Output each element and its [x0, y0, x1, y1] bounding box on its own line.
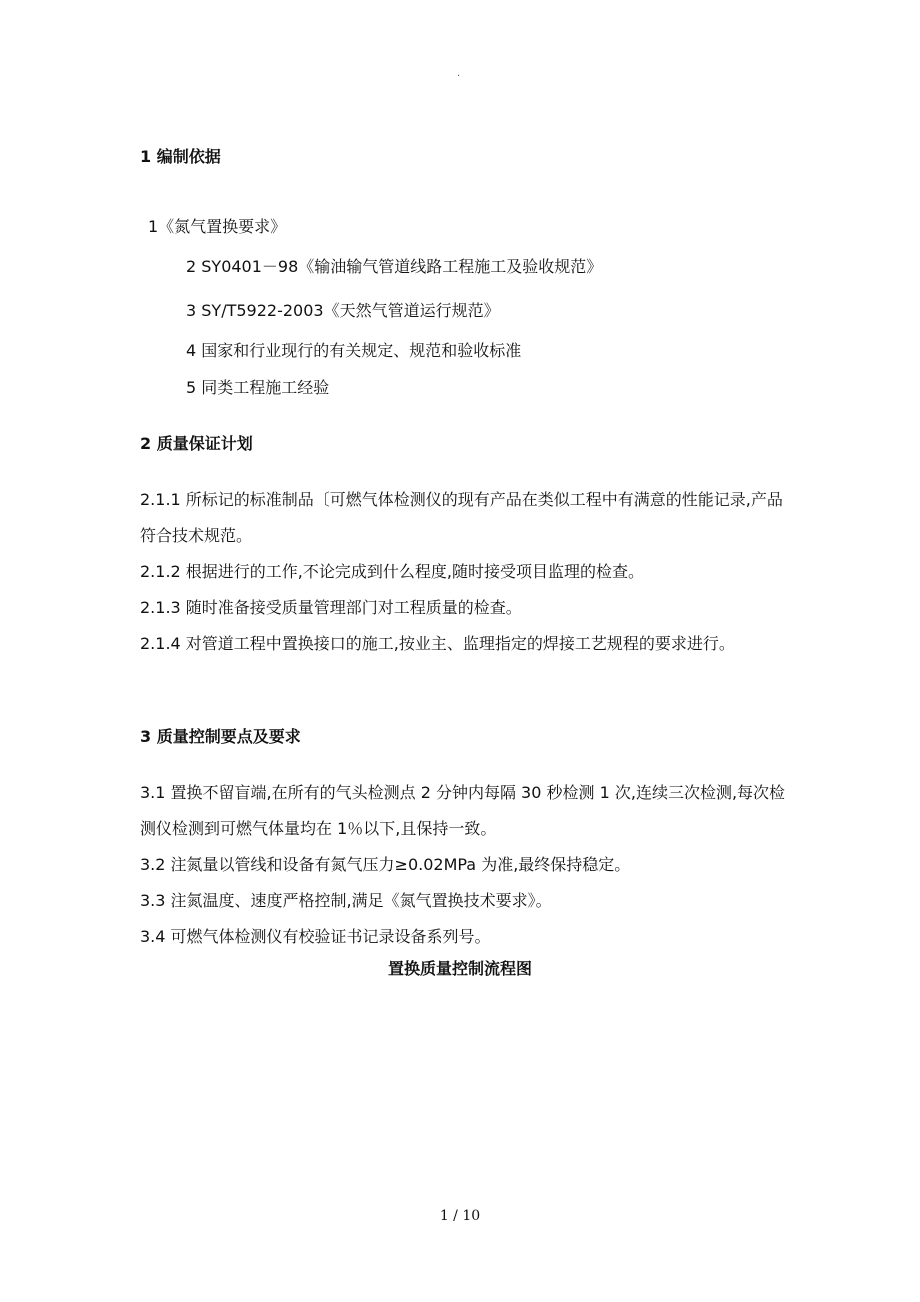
section-heading-3: 3 质量控制要点及要求: [140, 727, 301, 746]
figure-caption: 置换质量控制流程图: [387, 959, 532, 978]
paragraph: 2.1.1 所标记的标准制品〔可燃气体检测仪的现有产品在类似工程中有满意的性能记录,产品符合技术规范。: [140, 490, 783, 545]
paragraph: 3.2 注氮量以管线和设备有氮气压力≥0.02MPa 为准,最终保持稳定。: [140, 855, 631, 874]
header-mark: .: [457, 68, 461, 79]
reference-item: 2 SY0401－98《输油输气管道线路工程施工及验收规范》: [186, 257, 603, 276]
section-heading-1: 1 编制依据: [140, 147, 221, 166]
paragraph: 2.1.2 根据进行的工作,不论完成到什么程度,随时接受项目监理的检查。: [140, 562, 644, 581]
paragraph: 3.3 注氮温度、速度严格控制,满足《氮气置换技术要求》。: [140, 891, 552, 910]
page-number: 1 / 10: [439, 1208, 481, 1224]
paragraph: 3.4 可燃气体检测仪有校验证书记录设备系列号。: [140, 927, 491, 946]
paragraph: 2.1.4 对管道工程中置换接口的施工,按业主、监理指定的焊接工艺规程的要求进行。: [140, 634, 735, 653]
reference-item: 3 SY/T5922-2003《天然气管道运行规范》: [186, 301, 500, 320]
reference-item: 1《氮气置换要求》: [148, 217, 287, 236]
section-heading-2: 2 质量保证计划: [140, 434, 253, 453]
paragraph: 2.1.3 随时准备接受质量管理部门对工程质量的检查。: [140, 598, 522, 617]
paragraph: 3.1 置换不留盲端,在所有的气头检测点 2 分钟内每隔 30 秒检测 1 次,连续三次检测,每次检测仪检测到可燃气体量均在 1％以下,且保持一致。: [140, 783, 786, 838]
reference-item: 5 同类工程施工经验: [186, 378, 330, 397]
reference-item: 4 国家和行业现行的有关规定、规范和验收标准: [186, 341, 522, 360]
